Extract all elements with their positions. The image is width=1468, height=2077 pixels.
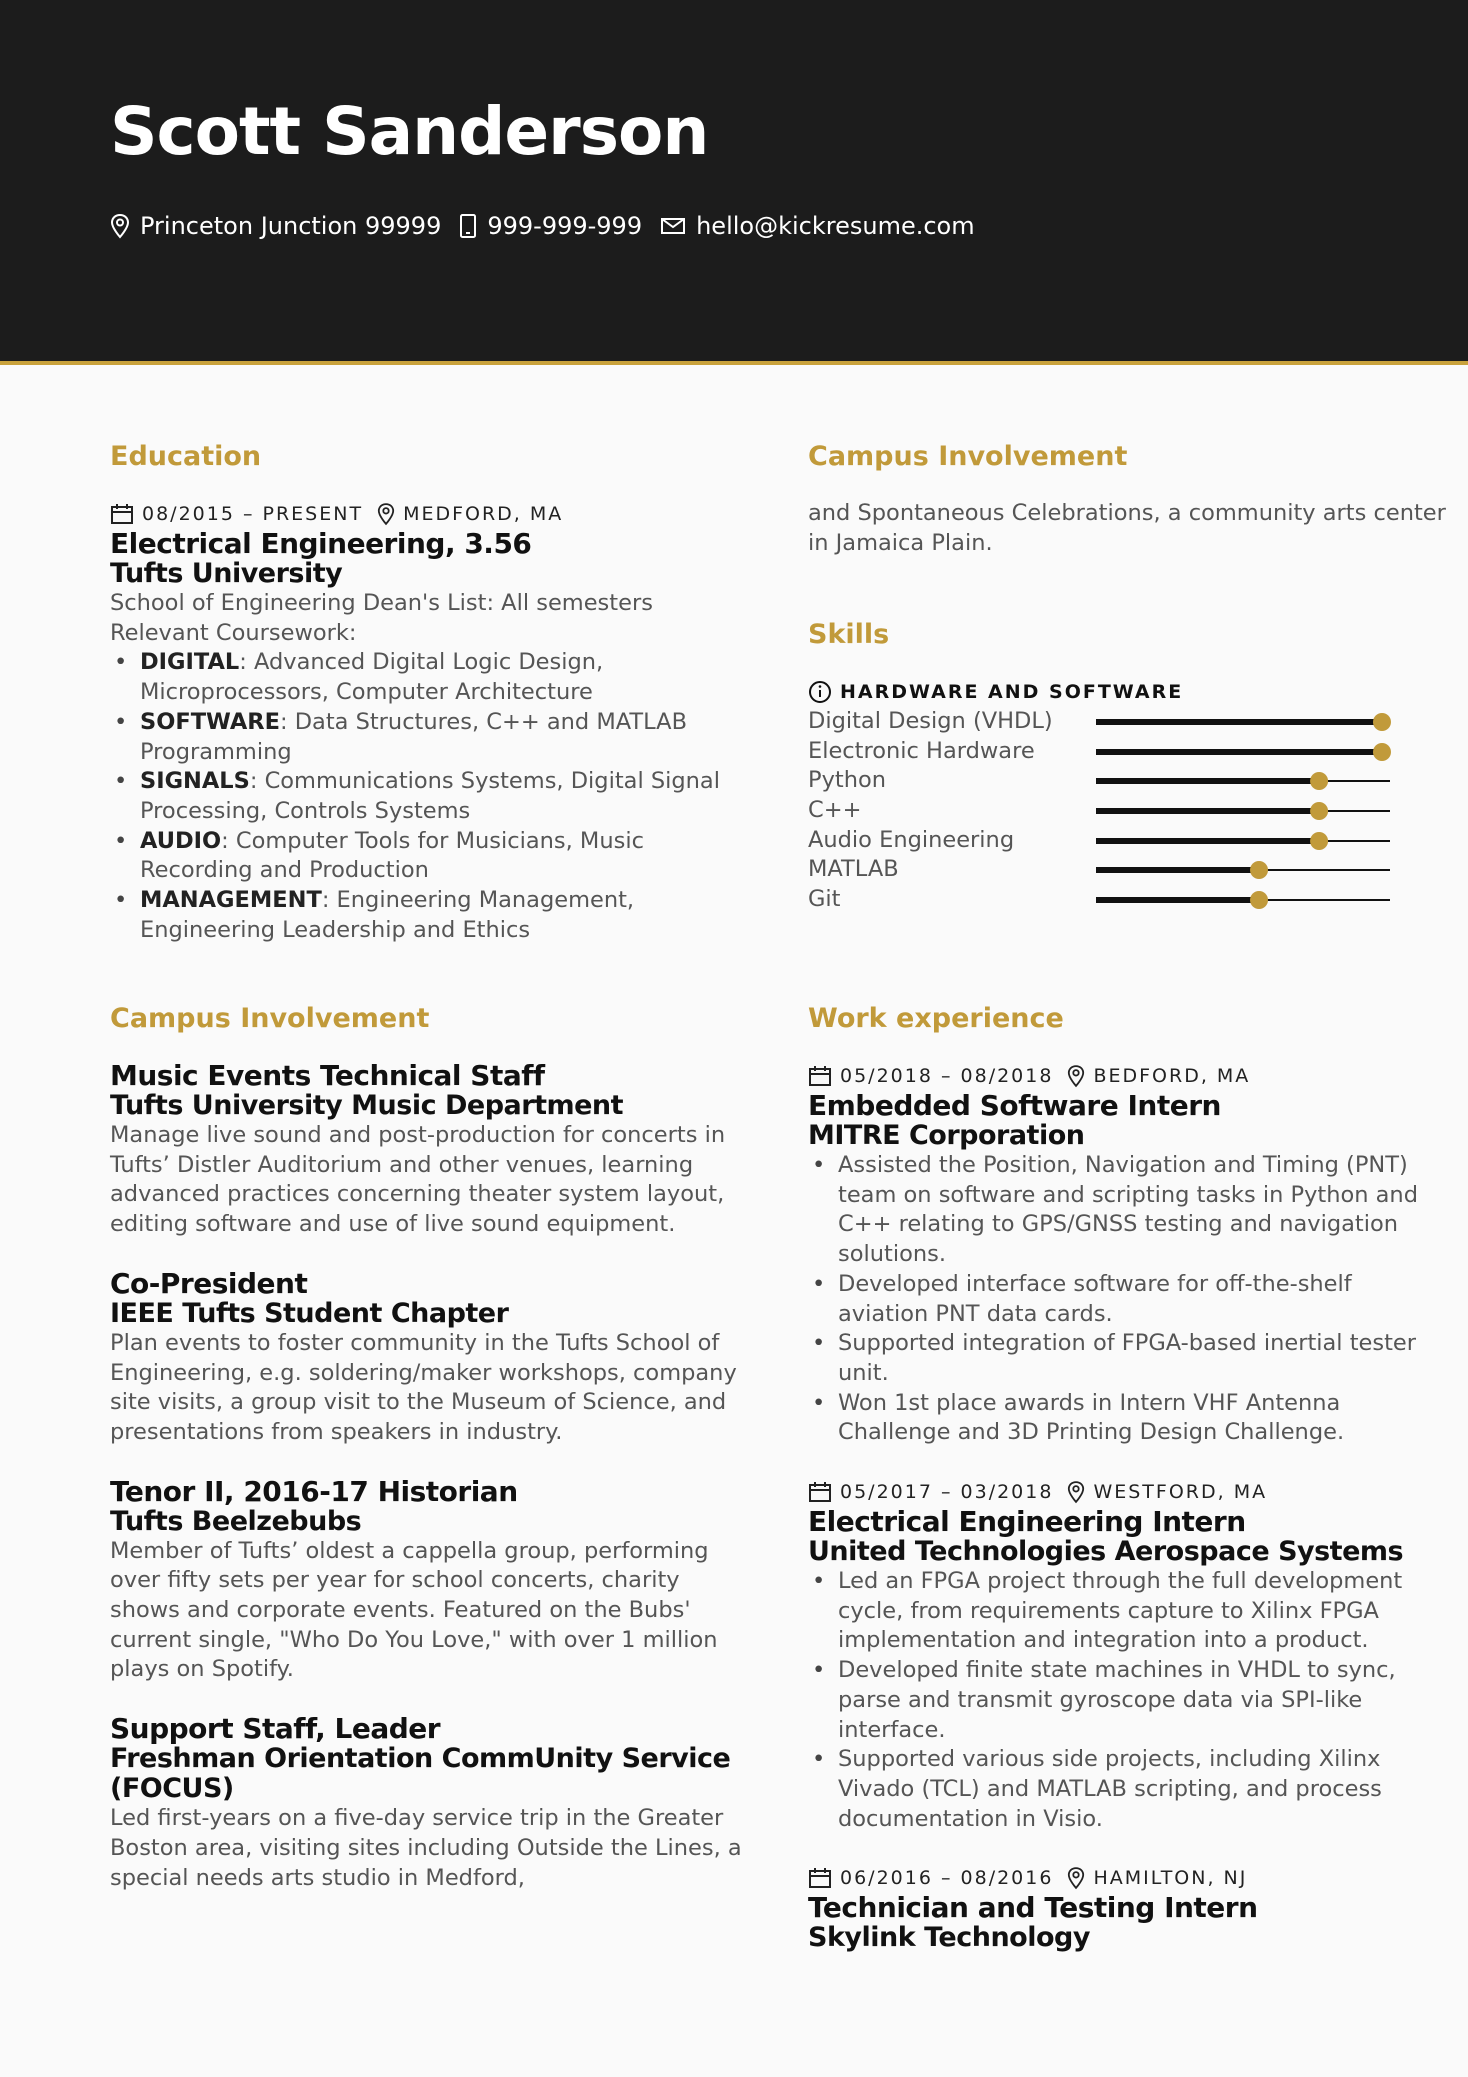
skill-level-bar	[1096, 826, 1392, 856]
location-pin-icon	[1067, 1480, 1085, 1504]
campus-role: Support Staff, Leader	[110, 1712, 441, 1746]
work-location	[1067, 1480, 1267, 1504]
course-text: : Engineering Management, Engineering Leadership and Ethics	[140, 887, 635, 943]
skill-name: MATLAB	[808, 856, 899, 883]
phone-icon	[459, 213, 477, 239]
list-item: • Won 1st place awards in Intern VHF Antenna Challenge and 3D Printing Design Challenge.	[808, 1389, 1448, 1448]
work-dates: 05/2017 – 03/2018	[840, 1481, 1054, 1504]
skill-level-bar	[1096, 796, 1392, 826]
work-role: Embedded Software Intern	[808, 1089, 1221, 1122]
course-label: SIGNALS	[140, 768, 250, 795]
section-title-education: Education	[110, 441, 262, 472]
school-name: Tufts University	[110, 558, 343, 589]
campus-continued-text: and Spontaneous Celebrations, a community arts center in Jamaica Plain.	[808, 500, 1446, 556]
education-location-text: MEDFORD, MA	[403, 503, 564, 525]
campus-entry	[110, 1474, 750, 1686]
skill-row	[808, 826, 1448, 856]
skill-row	[808, 885, 1448, 915]
skill-name: C++	[808, 797, 862, 824]
course-label: DIGITAL	[140, 649, 240, 676]
work-meta	[808, 1477, 1448, 1507]
course-text: : Communications Systems, Digital Signal Processing, Controls Systems	[140, 768, 720, 824]
calendar-icon	[110, 503, 134, 525]
skills-category-label: HARDWARE AND SOFTWARE	[840, 681, 1184, 703]
work-company: Skylink Technology	[808, 1922, 1090, 1954]
campus-continued-section	[808, 439, 1448, 558]
skill-name: Electronic Hardware	[808, 737, 1035, 764]
skill-knob	[1250, 891, 1268, 909]
education-section	[110, 439, 750, 945]
contact-email[interactable]	[660, 212, 975, 240]
work-meta	[808, 1863, 1448, 1893]
campus-org: Tufts Beelzebubs	[110, 1505, 362, 1537]
course-text: : Advanced Digital Logic Design, Microprocessors, Computer Architecture	[140, 649, 604, 706]
work-location	[1067, 1064, 1250, 1088]
work-bullets	[808, 1567, 1448, 1834]
campus-entry	[110, 1266, 750, 1448]
list-item: • Assisted the Position, Navigation and Timing (PNT) team on software and scripting tasks in Python and C++ relating to GPS/GNSS testing and navigation solutions.	[808, 1151, 1448, 1270]
skill-knob	[1373, 743, 1391, 761]
work-location	[1067, 1866, 1247, 1890]
section-title-campus-continued: Campus Involvement	[808, 441, 1128, 472]
skill-name: Digital Design (VHDL)	[808, 708, 1053, 734]
work-section	[808, 1001, 1448, 1982]
education-note: School of Engineering Dean's List: All semesters	[110, 590, 653, 616]
list-item	[110, 827, 750, 886]
skill-name: Python	[808, 767, 886, 794]
campus-desc: Member of Tufts’ oldest a cappella group, performing over fifty sets per year for school concerts, charity shows and corporate events. Featured on the Bubs' current single, "Who Do You Love," with over 1 million plays on Spotify.	[110, 1537, 718, 1683]
location-pin-icon	[1067, 1866, 1085, 1890]
list-item	[110, 648, 750, 707]
email-link[interactable]: hello@kickresume.com	[696, 212, 975, 240]
work-entry	[808, 1863, 1448, 1953]
skill-knob	[1310, 772, 1328, 790]
work-meta	[808, 1061, 1448, 1091]
list-item: • Developed interface software for off-the-shelf aviation PNT data cards.	[808, 1270, 1448, 1329]
campus-org: Freshman Orientation CommUnity Service (FOCUS)	[110, 1743, 731, 1805]
education-meta	[110, 499, 750, 529]
work-location-text: WESTFORD, MA	[1093, 1481, 1268, 1504]
section-title-work: Work experience	[808, 1003, 1064, 1034]
course-label: MANAGEMENT	[140, 887, 322, 914]
phone-text: 999-999-999	[487, 212, 643, 240]
skill-level-bar	[1096, 855, 1392, 885]
skill-name: Git	[808, 886, 841, 913]
campus-role: Music Events Technical Staff	[110, 1059, 545, 1092]
work-company: United Technologies Aerospace Systems	[808, 1536, 1404, 1568]
coursework-list	[110, 648, 750, 945]
envelope-icon	[660, 216, 686, 236]
campus-desc: Plan events to foster community in the Tufts School of Engineering, e.g. soldering/maker workshops, company site visits, a group visit to the Museum of Science, and presentations from speakers in industry.	[110, 1329, 737, 1445]
list-item: • Developed finite state machines in VHDL to sync, parse and transmit gyroscope data via SPI-like interface.	[808, 1656, 1448, 1745]
location-pin-icon	[1067, 1064, 1085, 1088]
skill-name: Audio Engineering	[808, 826, 1015, 853]
location-pin-icon	[377, 502, 395, 526]
info-icon	[808, 680, 832, 704]
contact-info	[110, 208, 993, 244]
course-label: SOFTWARE	[140, 708, 280, 735]
work-location-text: BEDFORD, MA	[1093, 1065, 1251, 1087]
skill-row	[808, 766, 1448, 796]
skills-section	[808, 617, 1448, 915]
list-item: • Led an FPGA project through the full development cycle, from requirements capture to Xilinx FPGA implementation and integration into a product.	[808, 1567, 1448, 1656]
skill-knob	[1310, 802, 1328, 820]
campus-desc: Led first-years on a five-day service trip in the Greater Boston area, visiting sites including Outside the Lines, a special needs arts studio in Medford,	[110, 1805, 742, 1891]
education-location	[377, 502, 563, 526]
candidate-name: Scott Sanderson	[110, 93, 709, 170]
work-role: Electrical Engineering Intern	[808, 1505, 1246, 1539]
skill-row	[808, 737, 1448, 767]
skills-category	[808, 677, 1448, 707]
degree-title: Electrical Engineering, 3.56	[110, 527, 532, 560]
skill-row	[808, 855, 1448, 885]
work-dates: 06/2016 – 08/2016	[840, 1867, 1054, 1890]
work-dates: 05/2018 – 08/2018	[840, 1065, 1054, 1087]
work-location-text: HAMILTON, NJ	[1093, 1867, 1248, 1890]
contact-location	[110, 212, 441, 240]
skill-level-bar	[1096, 737, 1392, 767]
work-entry	[808, 1477, 1448, 1834]
section-title-campus: Campus Involvement	[110, 1003, 430, 1034]
campus-org: IEEE Tufts Student Chapter	[110, 1297, 509, 1329]
list-item	[110, 767, 750, 826]
work-entry	[808, 1061, 1448, 1448]
campus-role: Tenor II, 2016-17 Historian	[110, 1474, 518, 1508]
skill-knob	[1310, 832, 1328, 850]
skill-row	[808, 707, 1448, 737]
skill-level-bar	[1096, 885, 1392, 915]
course-text: : Data Structures, C++ and MATLAB Programming	[140, 708, 688, 765]
calendar-icon	[808, 1481, 832, 1503]
work-company: MITRE Corporation	[808, 1120, 1085, 1151]
location-pin-icon	[110, 213, 130, 239]
skill-row	[808, 796, 1448, 826]
campus-section	[110, 1001, 750, 1922]
course-text: : Computer Tools for Musicians, Music Recording and Production	[140, 827, 644, 884]
work-role: Technician and Testing Intern	[808, 1891, 1258, 1925]
calendar-icon	[808, 1867, 832, 1889]
campus-role: Co-President	[110, 1266, 308, 1300]
skill-level-bar	[1096, 766, 1392, 796]
contact-phone	[459, 212, 642, 240]
course-label: AUDIO	[140, 827, 222, 854]
campus-org: Tufts University Music Department	[110, 1090, 624, 1121]
location-text: Princeton Junction 99999	[140, 212, 442, 240]
section-title-skills: Skills	[808, 619, 890, 650]
list-item	[110, 886, 750, 945]
campus-desc: editing software and use of live sound equipment.	[110, 1211, 676, 1238]
calendar-icon	[808, 1065, 832, 1087]
skill-level-bar	[1096, 707, 1392, 737]
work-bullets	[808, 1151, 1448, 1448]
campus-entry	[110, 1714, 750, 1893]
campus-desc: Manage live sound and post-production for concerts in Tufts’ Distler Auditorium and other venues, learning advanced practices concerning theater system layout,	[110, 1122, 726, 1208]
coursework-label: Relevant Coursework:	[110, 619, 357, 646]
campus-entry	[110, 1061, 750, 1240]
resume-header	[0, 0, 1468, 365]
skill-knob	[1373, 713, 1391, 731]
education-dates: 08/2015 – PRESENT	[142, 503, 364, 525]
list-item	[110, 708, 750, 767]
skill-knob	[1250, 861, 1268, 879]
skills-list	[808, 707, 1448, 915]
list-item: • Supported various side projects, including Xilinx Vivado (TCL) and MATLAB scripting, and process documentation in Visio.	[808, 1745, 1448, 1834]
list-item: • Supported integration of FPGA-based inertial tester unit.	[808, 1329, 1448, 1388]
